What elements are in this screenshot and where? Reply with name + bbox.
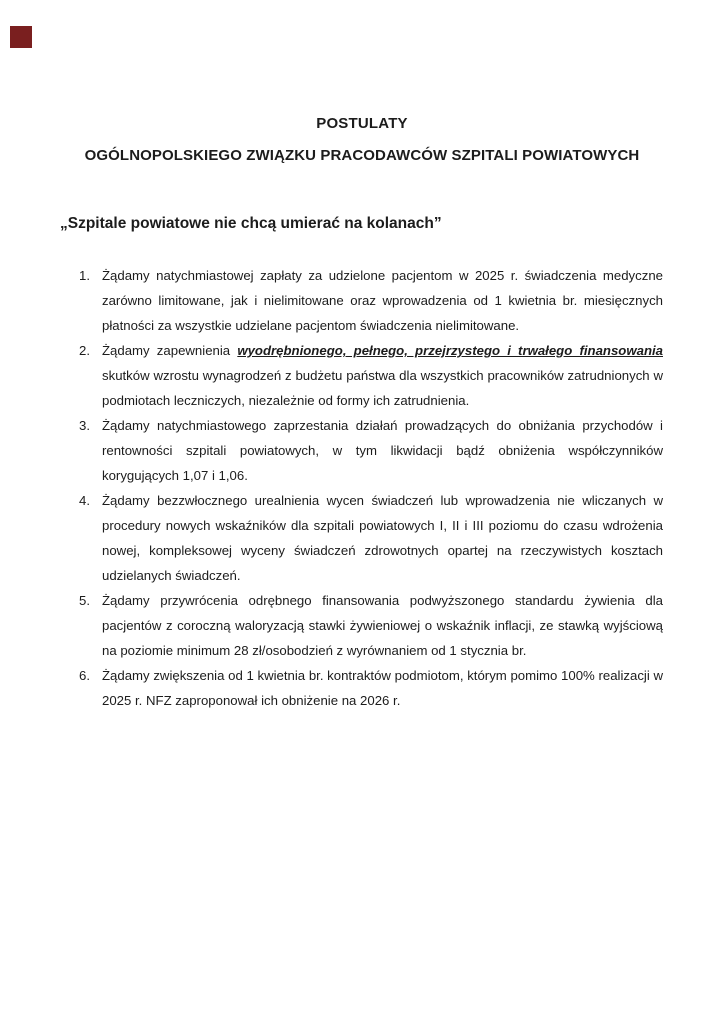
- list-item-number: 3.: [79, 418, 90, 433]
- red-corner-marker: [10, 26, 32, 48]
- list-item: [79, 263, 663, 338]
- list-item-number: 5.: [79, 593, 90, 608]
- document-quote: „Szpitale powiatowe nie chcą umierać na kolanach”: [60, 215, 442, 232]
- demands-list: [79, 263, 663, 713]
- list-item-text: Żądamy bezzwłocznego urealnienia wycen świadczeń lub wprowadzenia nie wliczanych w procedury nowych wskaźników dla szpitali powiatowych I, II i III poziomu do czasu wdrożenia nowej, kompleksowej wyceny świadczeń zdrowotnych opartej na rzeczywistych kosztach udzielanych świadczeń.: [102, 493, 663, 583]
- list-item: [79, 588, 663, 663]
- list-item-number: 6.: [79, 668, 90, 683]
- document-title: POSTULATY: [316, 115, 408, 132]
- list-item-text: Żądamy natychmiastowej zapłaty za udzielone pacjentom w 2025 r. świadczenia medyczne zarówno limitowane, jak i nielimitowane oraz wprowadzenia od 1 kwietnia br. miesięcznych płatności za wszystkie udzielane pacjentom świadczenia nielimitowane.: [102, 268, 663, 333]
- list-item: [79, 338, 663, 413]
- list-item-number: 1.: [79, 268, 90, 283]
- document-subtitle: OGÓLNOPOLSKIEGO ZWIĄZKU PRACODAWCÓW SZPITALI POWIATOWYCH: [84, 147, 640, 164]
- list-item-text: Żądamy natychmiastowego zaprzestania działań prowadzących do obniżania przychodów i rentowności szpitali powiatowych, w tym likwidacji bądź obniżenia współczynników korygujących 1,07 i 1,06.: [102, 418, 663, 483]
- list-item-number: 4.: [79, 493, 90, 508]
- list-item: [79, 663, 663, 713]
- list-item-emphasized-text: wyodrębnionego, pełnego, przejrzystego i trwałego finansowania: [237, 343, 663, 358]
- list-item-number: 2.: [79, 343, 90, 358]
- list-item: [79, 488, 663, 588]
- list-item: [79, 413, 663, 488]
- list-item-text: Żądamy zwiększenia od 1 kwietnia br. kontraktów podmiotom, którym pomimo 100% realizacji w 2025 r. NFZ zaproponował ich obniżenie na 2026 r.: [102, 668, 663, 708]
- list-item-text: skutków wzrostu wynagrodzeń z budżetu państwa dla wszystkich pracowników zatrudnionych w podmiotach leczniczych, niezależnie od formy ich zatrudnienia.: [102, 368, 663, 408]
- list-item-text: Żądamy zapewnienia: [102, 343, 238, 358]
- list-item-text: Żądamy przywrócenia odrębnego finansowania podwyższonego standardu żywienia dla pacjentów z coroczną waloryzacją stawki żywieniowej o wskaźnik inflacji, ze stawką wyjściową na poziomie minimum 28 zł/osobodzień z wyrównaniem od 1 stycznia br.: [102, 593, 663, 658]
